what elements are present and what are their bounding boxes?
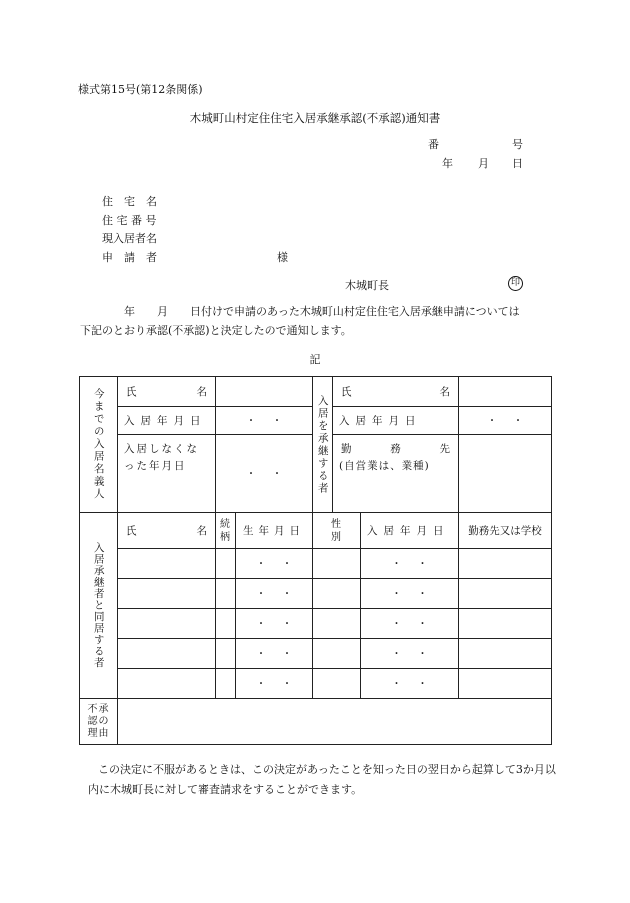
successor-header: 入居を承継する者	[313, 377, 333, 513]
date-year-label: 年	[442, 157, 453, 170]
number-suffix: 号	[512, 138, 523, 151]
cohabitant-row: ・ ・ ・ ・	[80, 669, 552, 699]
reason-header: 不承認の理由	[80, 699, 118, 745]
date-line	[442, 155, 532, 169]
appeal-notice: この決定に不服があるときは、この決定があったことを知った日の翌日から起算して3か月以内に木城町長に対して審査請求をすることができます。	[88, 763, 556, 796]
honorific: 様	[277, 251, 288, 264]
workplace-cell	[459, 435, 552, 513]
col-sex-header: 性別	[313, 513, 361, 549]
date-month-label: 月	[478, 157, 489, 170]
cohabitant-row: ・ ・ ・ ・	[80, 579, 552, 609]
cohabitant-header: 入居承継者と同居する者	[80, 513, 118, 699]
moved-out-label: 入居しなくなった年月日	[118, 435, 216, 513]
prev-name-label: 氏 名	[118, 377, 216, 407]
document-title: 木城町山村定住住宅入居承継承認(不承認)通知書	[189, 111, 441, 125]
prev-move-in-label: 入居年月日	[118, 407, 216, 435]
workplace-label: 勤 務 先 (自営業は、業種)	[333, 435, 459, 513]
applicant-label: 申 請 者	[102, 251, 157, 264]
col-move-in-header: 入居年月日	[361, 513, 459, 549]
cohabitant-row: ・ ・ ・ ・	[80, 609, 552, 639]
current-resident-label: 現入居者名	[102, 232, 157, 245]
col-relation-header: 続柄	[216, 513, 236, 549]
col-birth-header: 生年月日	[236, 513, 313, 549]
cohabitant-row: ・ ・ ・ ・	[80, 639, 552, 669]
house-name-label: 住 宅 名	[102, 195, 157, 208]
issuer-name: 木城町長	[345, 279, 389, 292]
col-name-header: 氏 名	[118, 513, 216, 549]
reason-cell	[118, 699, 552, 745]
notice-line-1: 年 月 日付けで申請のあった木城町山村定住住宅入居承継申請については	[124, 305, 520, 318]
prev-name-cell	[216, 377, 313, 407]
successor-move-in-label: 入居年月日	[333, 407, 459, 435]
number-line	[428, 136, 528, 150]
detail-table	[79, 376, 552, 745]
notice-line-2: 下記のとおり承認(不承認)と決定したので通知します。	[80, 324, 352, 337]
prev-move-in-cell: ・ ・	[216, 407, 313, 435]
form-number: 様式第15号(第12条関係)	[78, 83, 203, 96]
seal-mark: 印	[508, 276, 523, 291]
successor-name-cell	[459, 377, 552, 407]
prev-resident-header: 今までの入居名義人	[80, 377, 118, 513]
cohabitant-row: ・ ・ ・ ・	[80, 549, 552, 579]
successor-move-in-cell: ・ ・	[459, 407, 552, 435]
moved-out-cell: ・ ・	[216, 435, 313, 513]
date-day-label: 日	[512, 157, 523, 170]
ki-mark: 記	[309, 353, 321, 366]
number-label: 番	[428, 138, 439, 151]
col-work-header: 勤務先又は学校	[459, 513, 552, 549]
successor-name-label: 氏 名	[333, 377, 459, 407]
house-number-label: 住 宅 番 号	[102, 214, 157, 227]
